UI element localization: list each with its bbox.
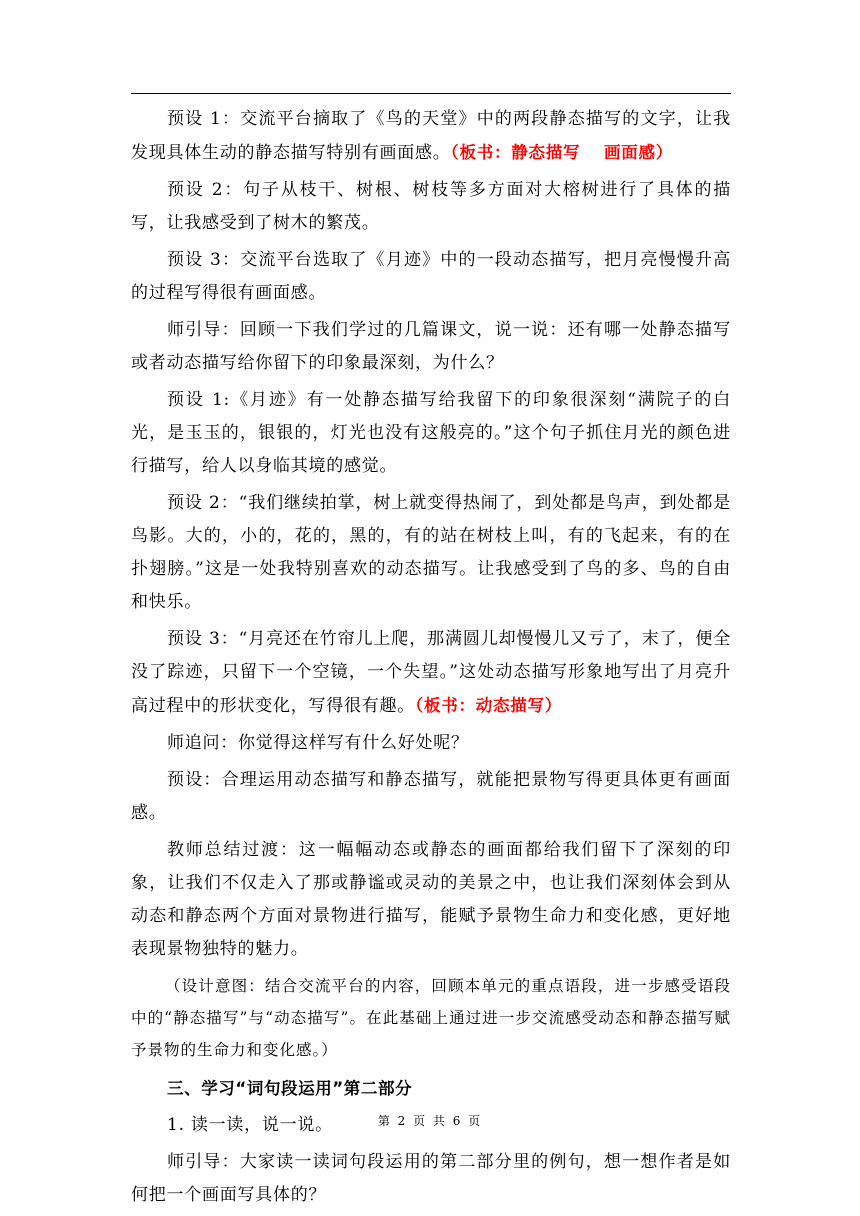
paragraph-7: 预设 3：“月亮还在竹帘儿上爬，那满圆儿却慢慢儿又亏了，末了，便全没了踪迹，只留下一个空镜，一个失望。”这处动态描写形象地写出了月亮升高过程中的形状变化，写得很有趣。（板书：动态描写）	[131, 629, 731, 716]
paragraph-2: 预设 2：句子从枝干、树根、树枝等多方面对大榕树进行了具体的描写，让我感受到了树木的繁茂。	[131, 180, 731, 233]
board-note-1: （板书：静态描写 画面感）	[450, 143, 673, 162]
board-note-2: （板书：动态描写）	[415, 696, 562, 715]
paragraph-8: 师追问：你觉得这样写有什么好处呢？	[167, 733, 469, 753]
paragraph-10: 教师总结过渡：这一幅幅动态或静态的画面都给我们留下了深刻的印象，让我们不仅走入了那或静谧或灵动的美景之中，也让我们深刻体会到从动态和静态两个方面对景物进行描写，能赋予景物生命力和变化感，更好地表现景物独特的魅力。	[131, 840, 731, 959]
paragraph-5: 预设 1:《月迹》有一处静态描写给我留下的印象很深刻“满院子的白光，是玉玉的，银银的，灯光也没有这般亮的。”这个句子抓住月光的颜色进行描写，给人以身临其境的感觉。	[131, 390, 731, 476]
after-paragraph-2: 师引导：大家读一读词句段运用的第二部分里的例句，想一想作者是如何把一个画面写具体的？	[131, 1152, 731, 1205]
paragraph-4: 师引导：回顾一下我们学过的几篇课文，说一说：还有哪一处静态描写或者动态描写给你留下的印象最深刻，为什么？	[131, 320, 731, 373]
paragraph-3: 预设 3：交流平台选取了《月迹》中的一段动态描写，把月亮慢慢升高的过程写得很有画面感。	[131, 250, 731, 303]
paragraph-9: 预设：合理运用动态描写和静态描写，就能把景物写得更具体更有画面感。	[131, 770, 731, 823]
after-paragraph-1: 1. 读一读，说一说。	[167, 1115, 333, 1135]
paragraph-1: 预设 1：交流平台摘取了《鸟的天堂》中的两段静态描写的文字，让我发现具体生动的静态描写特别有画面感。（板书：静态描写 画面感）	[131, 109, 731, 163]
paragraph-6: 预设 2：“我们继续拍掌，树上就变得热闹了，到处都是鸟声，到处都是鸟影。大的，小的，花的，黑的，有的站在树枝上叫，有的飞起来，有的在扑翅膀。”这是一处我特别喜欢的动态描写。让我感受到了鸟的多、鸟的自由和快乐。	[131, 493, 731, 612]
page-footer: 第 2 页 共 6 页	[377, 1114, 483, 1128]
design-note: （设计意图：结合交流平台的内容，回顾本单元的重点语段，进一步感受语段中的“静态描写”与“动态描写”。在此基础上通过进一步交流感受动态和静态描写赋予景物的生命力和变化感。）	[131, 977, 731, 1059]
header-rule	[131, 93, 731, 94]
section-heading: 三、学习“词句段运用”第二部分	[167, 1079, 413, 1098]
document-body	[131, 103, 731, 1216]
